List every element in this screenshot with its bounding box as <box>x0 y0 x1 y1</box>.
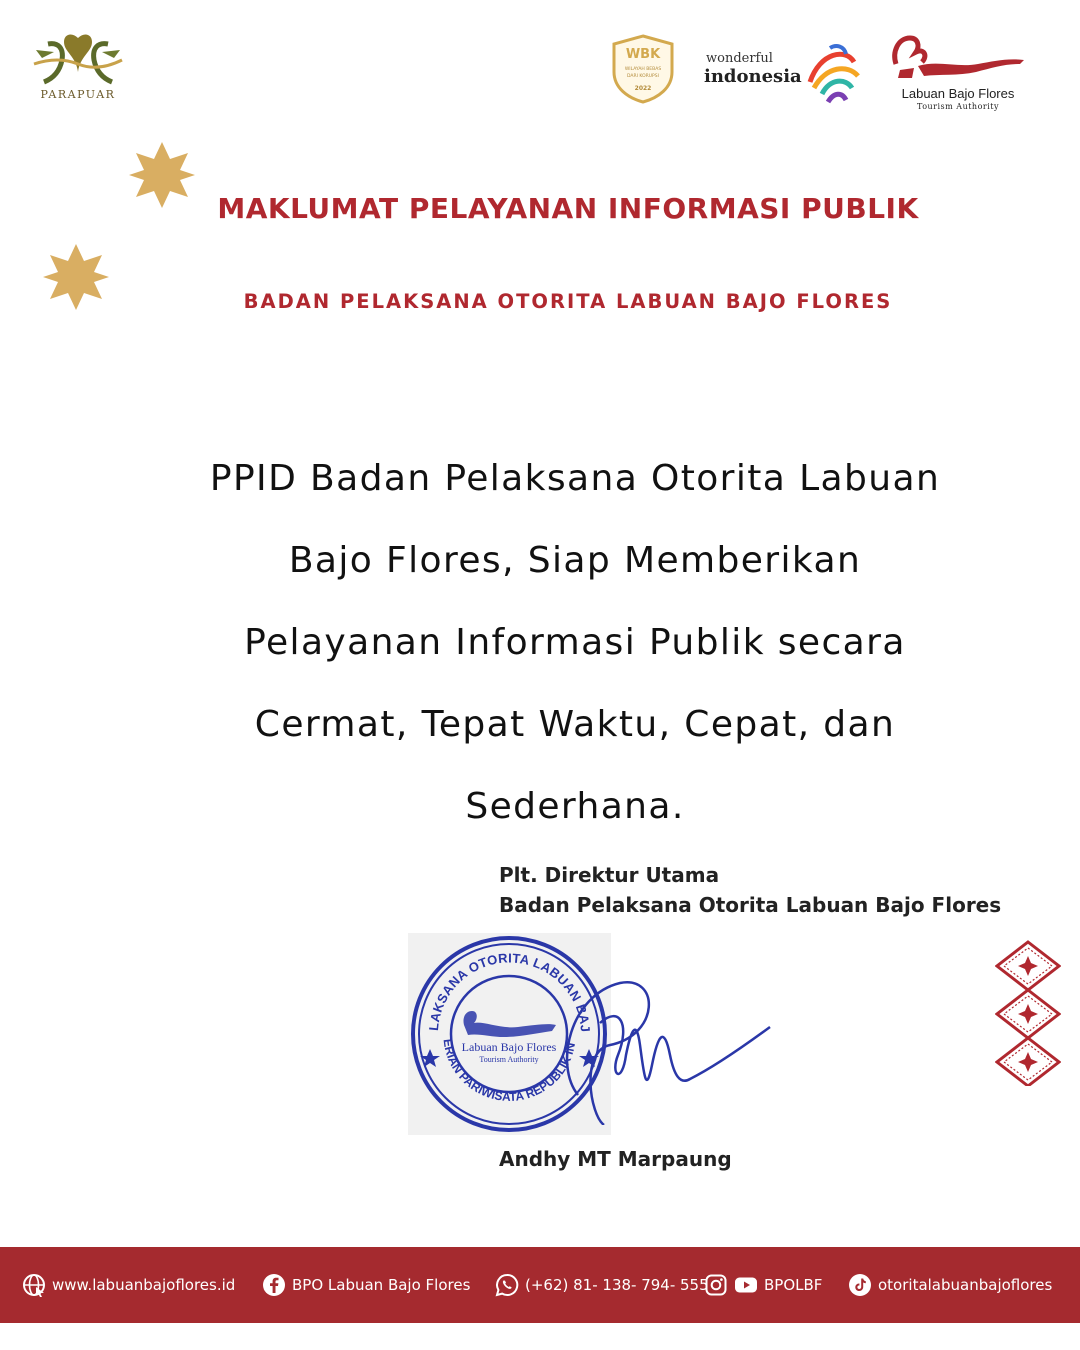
declaration-line: Pelayanan Informasi Publik secara <box>244 622 906 663</box>
facebook-icon <box>262 1273 286 1297</box>
signatory-title <box>499 860 1001 920</box>
footer-whatsapp-text: (+62) 81- 138- 794- 555 <box>525 1276 709 1294</box>
footer-facebook[interactable] <box>262 1247 470 1323</box>
declaration-line: Cermat, Tepat Waktu, Cepat, dan <box>254 704 896 745</box>
footer-whatsapp[interactable] <box>495 1247 709 1323</box>
parapuar-logo-text: PARAPUAR <box>40 88 116 101</box>
tiktok-icon <box>848 1273 872 1297</box>
footer-website[interactable] <box>22 1247 235 1323</box>
stamp-outer-top-text: LAKSANA OTORITA LABUAN BAJ <box>425 950 594 1033</box>
wbk-label: WBK <box>625 47 661 62</box>
wbk-line2: DARI KORUPSI <box>627 74 659 79</box>
globe-icon <box>22 1273 46 1297</box>
handwritten-signature <box>560 975 780 1125</box>
page-subtitle: BADAN PELAKSANA OTORITA LABUAN BAJO FLORES <box>243 290 893 313</box>
footer-tiktok[interactable] <box>848 1247 1052 1323</box>
declaration-line: Sederhana. <box>465 786 685 827</box>
lbf-logo-name: Labuan Bajo Flores <box>901 86 1015 101</box>
declaration-text <box>160 438 990 848</box>
komodo-map-icon <box>888 34 1028 84</box>
signatory-position: Plt. Direktur Utama <box>499 863 720 887</box>
wonderful-indonesia-logo <box>704 42 864 108</box>
lbf-logo-sub: Tourism Authority <box>916 102 1000 111</box>
wbk-year: 2022 <box>634 85 652 92</box>
instagram-icon <box>704 1273 728 1297</box>
wi-small-text: wonderful <box>706 51 773 66</box>
woven-diamond-motif-icon <box>995 940 1061 1086</box>
declaration-line: Bajo Flores, Siap Memberikan <box>288 540 862 581</box>
signatory-institution: Badan Pelaksana Otorita Labuan Bajo Flores <box>499 893 1002 917</box>
footer-website-text: www.labuanbajoflores.id <box>52 1276 236 1294</box>
footer-instagram-youtube[interactable] <box>704 1247 822 1323</box>
declaration-line: PPID Badan Pelaksana Otorita Labuan <box>209 458 941 499</box>
footer-tiktok-text: otoritalabuanbajoflores <box>878 1276 1053 1294</box>
stamp-outer-bottom-text: ERIAN PARIWISATA REPUBLIK IN <box>440 1038 579 1105</box>
footer-instagram-youtube-text: BPOLBF <box>764 1276 823 1294</box>
wbk-badge <box>608 34 678 104</box>
page-title: MAKLUMAT PELAYANAN INFORMASI PUBLIK <box>217 192 919 225</box>
youtube-icon <box>734 1273 758 1297</box>
stamp-center-name: Labuan Bajo Flores <box>461 1040 557 1054</box>
wi-big-text: indonesia <box>704 66 802 87</box>
stamp-center-sub: Tourism Authority <box>479 1055 539 1064</box>
signatory-name: Andhy MT Marpaung <box>499 1147 732 1171</box>
wbk-line1: WILAYAH BEBAS <box>624 67 662 72</box>
whatsapp-icon <box>495 1273 519 1297</box>
garuda-swirl-icon <box>800 42 862 108</box>
footer-facebook-text: BPO Labuan Bajo Flores <box>292 1276 471 1294</box>
gold-star-ornament-icon <box>41 242 111 312</box>
gold-star-ornament-icon <box>127 140 197 210</box>
labuan-bajo-flores-logo <box>888 34 1028 118</box>
contact-footer <box>0 1247 1080 1323</box>
